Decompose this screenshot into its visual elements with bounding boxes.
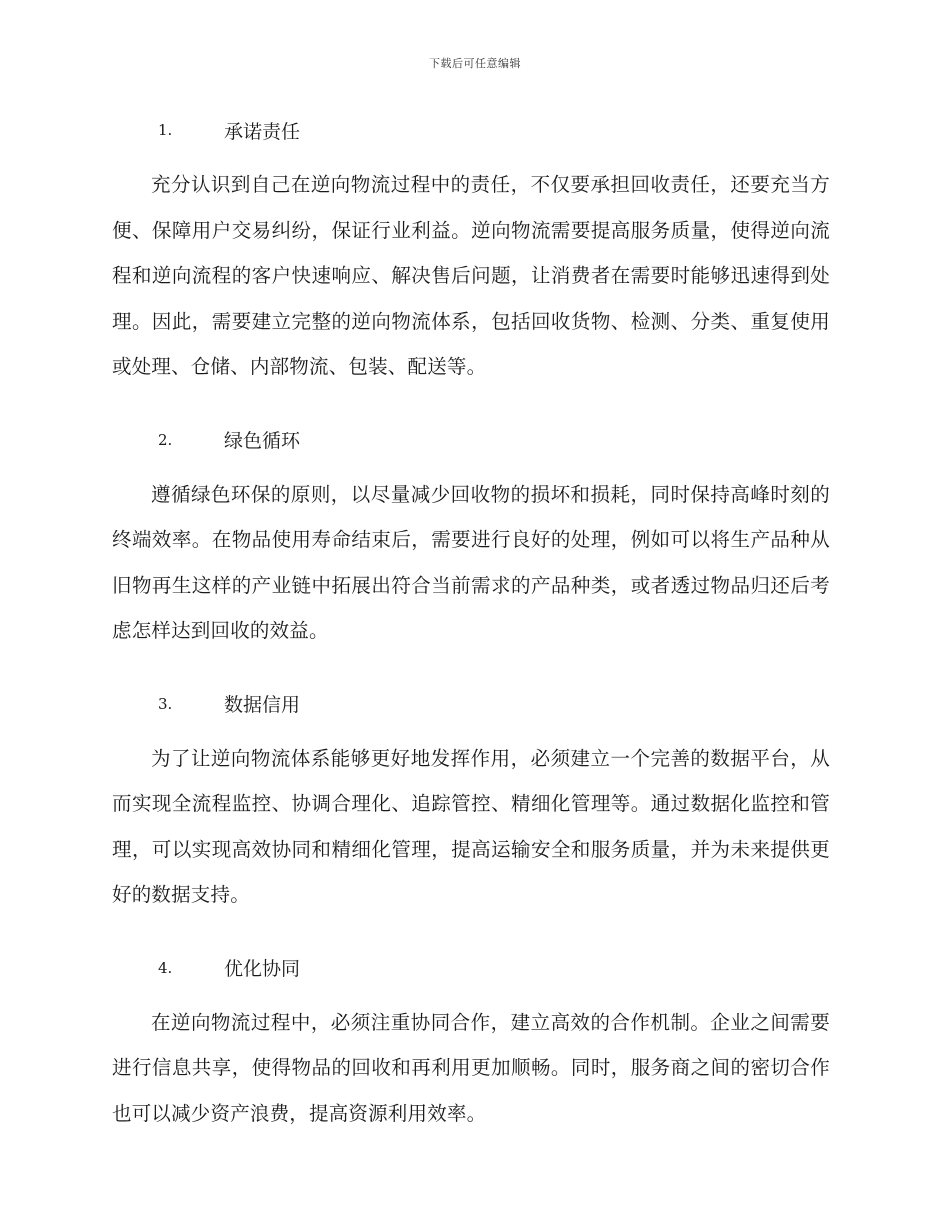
section-heading [112,110,830,150]
section-1 [112,110,830,390]
section-title: 数据信用 [224,694,301,716]
document-content [112,110,830,1166]
section-number: 3. [158,694,173,713]
section-heading [112,420,830,460]
section-heading [112,948,830,988]
section-number: 2. [158,430,173,449]
section-title: 优化协同 [224,958,301,980]
section-4 [112,948,830,1137]
section-title: 绿色循环 [224,430,301,452]
header-note: 下载后可任意编辑 [429,57,521,70]
section-number: 4. [158,958,173,977]
section-2 [112,420,830,654]
section-body: 遵循绿色环保的原则，以尽量减少回收物的损坏和损耗，同时保持高峰时刻的终端效率。在物品使用寿命结束后，需要进行良好的处理，例如可以将生产品种从旧物再生这样的产业链中拓展出符合当前需求的产品种类，或者透过物品归还后考虑怎样达到回收的效益。 [112,482,830,642]
section-heading [112,684,830,724]
section-body: 充分认识到自己在逆向物流过程中的责任，不仅要承担回收责任，还要充当方便、保障用户交易纠纷，保证行业利益。逆向物流需要提高服务质量，使得逆向流程和逆向流程的客户快速响应、解决售后问题，让消费者在需要时能够迅速得到处理。因此，需要建立完整的逆向物流体系，包括回收货物、检测、分类、重复使用或处理、仓储、内部物流、包装、配送等。 [112,173,830,378]
section-3 [112,684,830,918]
section-title: 承诺责任 [224,120,301,143]
section-number: 1. [158,121,173,139]
section-body: 为了让逆向物流体系能够更好地发挥作用，必须建立一个完善的数据平台，从而实现全流程监控、协调合理化、追踪管控、精细化管理等。通过数据化监控和管理，可以实现高效协同和精细化管理，提高运输安全和服务质量，并为未来提供更好的数据支持。 [112,746,830,906]
section-body: 在逆向物流过程中，必须注重协同合作，建立高效的合作机制。企业之间需要进行信息共享，使得物品的回收和再利用更加顺畅。同时，服务商之间的密切合作也可以减少资产浪费，提高资源利用效率。 [112,1010,830,1125]
